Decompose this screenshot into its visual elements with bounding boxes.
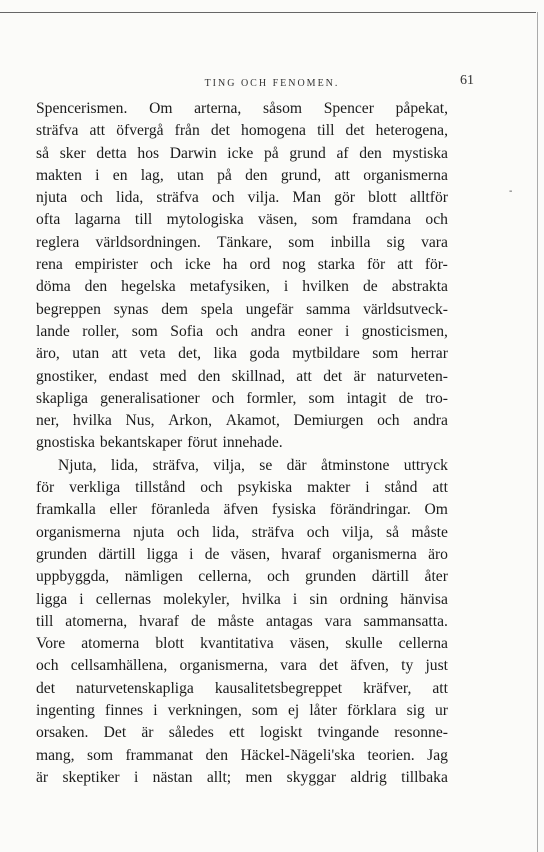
word: kausalitetsbegreppet <box>214 679 343 697</box>
word: förut <box>187 434 218 452</box>
word: ur <box>434 702 448 720</box>
word: sig <box>386 233 405 251</box>
word: makten <box>36 166 82 184</box>
word: Spencerismen. <box>36 100 128 117</box>
word: psykiska <box>237 479 293 497</box>
word: föranleda <box>150 501 210 519</box>
word: mystiska <box>392 144 448 162</box>
word: Jag <box>427 746 448 764</box>
word: af <box>336 144 349 162</box>
word: hvaraf <box>281 545 322 563</box>
word: att <box>432 479 448 497</box>
word: sammansatta. <box>363 612 448 630</box>
word: mytologiska <box>166 211 244 229</box>
word: sträfva <box>36 122 79 140</box>
word: åtminstone <box>320 456 390 474</box>
word: herrar <box>410 345 448 363</box>
word: de <box>204 545 220 563</box>
word: ej <box>287 702 300 720</box>
word: Vore <box>36 635 66 653</box>
word: grund, <box>280 166 322 184</box>
word: atomerna <box>81 635 140 653</box>
word: begreppen <box>36 300 101 318</box>
word: spela <box>200 300 233 318</box>
text-line <box>36 722 448 744</box>
word: vilja. <box>247 189 280 207</box>
word: är <box>36 768 49 786</box>
word: för <box>366 256 386 274</box>
word: ligga <box>146 545 178 563</box>
word: skillnad, <box>231 367 285 385</box>
word: kräfver, <box>363 679 412 697</box>
word: kvantitativa <box>200 635 274 653</box>
word: för <box>36 479 55 497</box>
word: mytbildare <box>292 345 360 363</box>
word: den <box>84 278 108 296</box>
word: ett <box>229 724 245 742</box>
word: där <box>286 456 307 474</box>
word: att <box>397 256 413 274</box>
word: cellsamhällena, <box>70 657 168 675</box>
running-title: TING OCH FENOMEN. <box>204 78 340 89</box>
word: allt; <box>206 768 232 786</box>
text-line <box>36 611 448 633</box>
word: naturveten- <box>376 367 448 385</box>
word: den <box>205 746 229 764</box>
word: väsen, <box>230 545 271 563</box>
word: som <box>131 322 158 340</box>
word: sig <box>406 702 425 720</box>
text-line <box>36 120 448 142</box>
word: i <box>79 590 84 608</box>
word: se <box>259 456 273 474</box>
word: och <box>377 412 400 430</box>
text-line <box>36 143 448 165</box>
word: i <box>153 702 158 720</box>
word: lida, <box>211 523 240 541</box>
word: mang, <box>36 746 75 764</box>
text-line <box>36 655 448 677</box>
word: sin <box>309 590 328 608</box>
word: cellernas <box>95 590 152 608</box>
word: den <box>359 144 382 162</box>
word: stånd <box>384 479 418 497</box>
word: lagarna <box>74 211 121 229</box>
word: grund <box>289 144 326 162</box>
word: för- <box>424 256 448 274</box>
word: atomerna, <box>65 612 128 630</box>
word: världsordningen. <box>95 233 201 251</box>
word: hvilka <box>72 412 112 430</box>
word: logiskt <box>259 724 303 742</box>
text-line <box>36 499 448 521</box>
word: men <box>245 768 273 786</box>
word: och <box>80 189 103 207</box>
word: lag, <box>140 166 164 184</box>
word: njuta <box>133 523 165 541</box>
word: världsutveck- <box>363 300 448 318</box>
word: detta <box>96 144 127 162</box>
word: icke <box>227 144 254 162</box>
word: lida, <box>110 456 139 474</box>
word: hegelska <box>121 278 176 296</box>
word: just <box>425 657 448 675</box>
word: starka <box>317 256 355 274</box>
word: låter <box>309 702 338 720</box>
word: empirister <box>74 256 139 274</box>
word: ord <box>249 256 271 274</box>
word: antagas <box>265 612 313 630</box>
word: som <box>311 211 338 229</box>
word: fysiska <box>271 501 317 519</box>
word: makter <box>307 479 351 497</box>
word: väsen, <box>289 635 330 653</box>
body-text <box>36 98 448 789</box>
word: teorien. <box>367 746 415 764</box>
word: och <box>36 657 59 675</box>
word: gnosticismen, <box>361 322 448 340</box>
word: och <box>200 479 223 497</box>
word: lika <box>213 345 237 363</box>
word: på <box>217 166 232 184</box>
word: framkalla <box>36 501 96 519</box>
word: Akamot, <box>225 412 280 430</box>
word: tro- <box>425 389 448 407</box>
word: är <box>141 724 154 742</box>
word: sträfva, <box>152 456 199 474</box>
word: hvaraf <box>139 612 179 630</box>
word: till <box>317 122 335 140</box>
word: Demiurgen <box>293 412 364 430</box>
word: och <box>267 568 290 586</box>
word: så <box>36 144 49 162</box>
text-line <box>36 700 448 722</box>
word: vilja, <box>341 523 374 541</box>
word: endast <box>108 367 149 385</box>
word: intagit <box>346 389 387 407</box>
word: i <box>365 479 370 497</box>
word: måste <box>411 523 448 541</box>
word: ha <box>222 256 238 274</box>
word: det <box>323 367 343 385</box>
word: på <box>263 144 279 162</box>
text-line <box>36 544 448 566</box>
text-line <box>36 343 448 365</box>
word: Häckel-Nägeli'ska <box>240 746 355 764</box>
text-line <box>36 388 448 410</box>
word: orsaken. <box>36 724 89 742</box>
word: verkliga <box>69 479 121 497</box>
word: de <box>190 612 206 630</box>
word: skapliga <box>36 389 88 407</box>
word: vilja, <box>213 456 245 474</box>
word: skeptiker <box>62 768 120 786</box>
text-line <box>36 276 448 298</box>
word: metafysiken, <box>189 278 270 296</box>
word: lande <box>36 322 70 340</box>
word: organismerna <box>36 523 121 541</box>
word: de <box>362 278 378 296</box>
text-line <box>36 165 448 187</box>
word: det <box>345 122 365 140</box>
text-line <box>36 299 448 321</box>
paragraph <box>36 98 448 455</box>
word: hos <box>137 144 160 162</box>
word: med <box>159 367 187 385</box>
word: gör <box>334 189 355 207</box>
word: formler, <box>246 389 297 407</box>
word: uppbyggda, <box>36 568 110 586</box>
word: molekyler, <box>163 590 230 608</box>
word: Darwin <box>169 144 217 162</box>
word: Njuta, <box>58 456 97 474</box>
word: i <box>283 278 289 296</box>
word: måste <box>217 612 254 630</box>
word: i <box>95 166 100 184</box>
word: att <box>334 166 351 184</box>
text-line <box>36 432 448 454</box>
word: organismerna <box>363 166 448 184</box>
word: roller, <box>82 322 120 340</box>
text-line <box>36 455 448 477</box>
word: ungefär <box>245 300 294 318</box>
word: utan <box>176 166 204 184</box>
word: som <box>308 389 335 407</box>
word: att <box>111 345 128 363</box>
word: andra <box>250 322 286 340</box>
text-line <box>36 366 448 388</box>
word: tillbaka <box>401 768 448 786</box>
word: det, <box>178 345 202 363</box>
word: att <box>432 679 448 697</box>
word: i <box>133 768 139 786</box>
word: vara <box>421 233 448 251</box>
word: den <box>197 367 221 385</box>
word: cellerna <box>398 635 448 653</box>
text-line <box>36 187 448 209</box>
word: och <box>150 256 173 274</box>
word: de <box>398 389 414 407</box>
word: uttryck <box>403 456 448 474</box>
word: förändringar. <box>329 501 411 519</box>
word: det <box>319 657 339 675</box>
word: som <box>87 746 114 764</box>
word: äro, <box>36 345 60 363</box>
word: döma <box>36 278 71 296</box>
word: synas <box>113 300 149 318</box>
word: ligga <box>36 590 68 608</box>
word: och <box>176 523 200 541</box>
word: Spencer <box>323 100 374 117</box>
word: i <box>292 590 298 608</box>
word: ofta <box>36 211 61 229</box>
word: det <box>36 679 56 697</box>
top-border-line <box>0 12 536 13</box>
word: goda <box>249 345 280 363</box>
word: blott <box>368 189 397 207</box>
page-number: 61 <box>460 73 474 88</box>
word: arterna, <box>194 100 242 117</box>
word: utan <box>72 345 100 363</box>
word: äro <box>428 545 448 563</box>
word: äfven, <box>350 657 389 675</box>
word: Nus, <box>125 412 155 430</box>
word: andra <box>413 412 448 430</box>
word: är <box>353 367 366 385</box>
word: Om <box>424 501 448 519</box>
word: blott <box>155 635 184 653</box>
word: bekantskaper <box>99 434 183 452</box>
word: till <box>134 211 153 229</box>
word: från <box>174 122 200 140</box>
paragraph <box>36 455 448 789</box>
word: ingenting <box>36 702 95 720</box>
word: heterogena, <box>375 122 448 140</box>
word: till <box>36 612 54 630</box>
word: således <box>168 724 214 742</box>
right-page-edge <box>537 12 538 852</box>
word: organismerna, <box>179 657 268 675</box>
word: reglera <box>36 233 80 251</box>
word: gnostiker, <box>36 367 98 385</box>
word: och <box>306 523 330 541</box>
word: nog <box>282 256 306 274</box>
word: naturvetenskapliga <box>76 679 194 697</box>
word: och <box>211 389 235 407</box>
word: Sofia <box>170 322 204 340</box>
word: generalisationer <box>100 389 200 407</box>
word: verkningen, <box>167 702 242 720</box>
word: tvingande <box>317 724 380 742</box>
word: i <box>344 322 350 340</box>
text-line <box>36 745 448 767</box>
word: att <box>296 367 312 385</box>
word: äfven <box>223 501 259 519</box>
word: öfvergå <box>116 122 164 140</box>
word: i <box>189 545 194 563</box>
word: sträfva <box>156 189 199 207</box>
text-line <box>36 566 448 588</box>
word: grunden <box>36 545 88 563</box>
word: vara <box>280 657 307 675</box>
text-line <box>36 589 448 611</box>
word: cellerna, <box>198 568 252 586</box>
word: skyggar <box>286 768 337 786</box>
word: nästan <box>152 768 193 786</box>
word: Man <box>292 189 322 207</box>
word: eoner <box>297 322 333 340</box>
word: resonne- <box>394 724 448 742</box>
word: icke <box>184 256 211 274</box>
word: dem <box>161 300 189 318</box>
word: Det <box>103 724 127 742</box>
word: skulle <box>345 635 383 653</box>
word: Arkon, <box>168 412 213 430</box>
word: och <box>425 211 448 229</box>
word: en <box>112 166 128 184</box>
word: rena <box>36 256 63 274</box>
word: organismerna <box>332 545 417 563</box>
word: såsom <box>263 100 302 117</box>
word: Tänkare, <box>217 233 273 251</box>
word: veta <box>139 345 166 363</box>
word: därtill <box>98 545 136 563</box>
word: väsen, <box>258 211 298 229</box>
word: samma <box>306 300 351 318</box>
word: sker <box>59 144 86 162</box>
word: nämligen <box>124 568 183 586</box>
text-line <box>36 633 448 655</box>
word: som <box>372 345 399 363</box>
text-line <box>36 678 448 700</box>
word: åter <box>424 568 448 586</box>
text-line <box>36 767 448 789</box>
word: abstrakta <box>391 278 448 296</box>
word: sträfva <box>251 523 295 541</box>
word: tillstånd <box>135 479 186 497</box>
text-line <box>36 477 448 499</box>
word: inbilla <box>330 233 371 251</box>
word: som <box>288 233 315 251</box>
word: njuta <box>36 189 68 207</box>
word: homogena <box>241 122 306 140</box>
word: framdana <box>352 211 412 229</box>
word: den <box>245 166 268 184</box>
word: aldrig <box>350 768 387 786</box>
word: hänvisa <box>400 590 448 608</box>
word: därtill <box>371 568 410 586</box>
word: alltför <box>409 189 448 207</box>
word: förklara <box>347 702 397 720</box>
word: Om <box>149 100 173 117</box>
word: hvilka <box>241 590 281 608</box>
word: ner, <box>36 412 60 430</box>
text-line <box>36 98 448 120</box>
word: lida, <box>115 189 144 207</box>
word: det <box>210 122 230 140</box>
word: vara <box>324 612 352 630</box>
word: ty <box>401 657 414 675</box>
text-line <box>36 522 448 544</box>
word: grunden <box>305 568 357 586</box>
word: att <box>89 122 106 140</box>
word: påpekat, <box>395 100 448 117</box>
margin-mark: - <box>509 186 513 197</box>
word: eller <box>109 501 138 519</box>
text-line <box>36 209 448 231</box>
word: finnes <box>105 702 144 720</box>
text-line <box>36 254 448 276</box>
word: och <box>215 322 239 340</box>
word: ordning <box>339 590 389 608</box>
word: gnostiska <box>36 434 95 452</box>
text-line <box>36 232 448 254</box>
word: hvilken <box>302 278 349 296</box>
word: så <box>386 523 399 541</box>
text-line <box>36 410 448 432</box>
word: innehade. <box>222 434 283 452</box>
word: och <box>212 189 235 207</box>
word: frammanat <box>125 746 194 764</box>
text-line <box>36 321 448 343</box>
word: som <box>251 702 278 720</box>
